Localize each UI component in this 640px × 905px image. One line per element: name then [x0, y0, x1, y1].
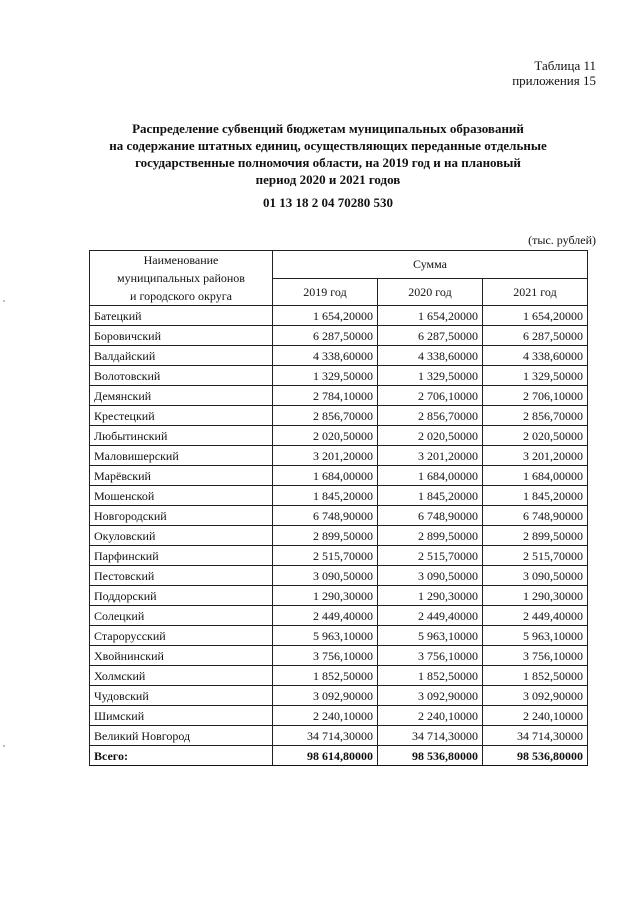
municipality-name: Маловишерский	[90, 446, 273, 466]
municipality-name: Любытинский	[90, 426, 273, 446]
value-2019: 2 515,70000	[273, 546, 378, 566]
subvention-table	[89, 250, 588, 766]
value-2020: 6 748,90000	[378, 506, 483, 526]
value-2021: 2 240,10000	[483, 706, 588, 726]
municipality-name: Солецкий	[90, 606, 273, 626]
table-row	[90, 706, 588, 726]
value-2020: 1 684,00000	[378, 466, 483, 486]
value-2020: 1 845,20000	[378, 486, 483, 506]
value-2020: 6 287,50000	[378, 326, 483, 346]
value-2020: 1 290,30000	[378, 586, 483, 606]
value-2019: 1 684,00000	[273, 466, 378, 486]
municipality-name: Шимский	[90, 706, 273, 726]
document-title	[60, 120, 596, 188]
scan-speck	[3, 745, 5, 747]
value-2019: 1 654,20000	[273, 306, 378, 326]
value-2020: 2 706,10000	[378, 386, 483, 406]
table-number: Таблица 11	[534, 58, 596, 73]
value-2020: 5 963,10000	[378, 626, 483, 646]
value-2020: 2 899,50000	[378, 526, 483, 546]
value-2021: 1 654,20000	[483, 306, 588, 326]
municipality-name: Хвойнинский	[90, 646, 273, 666]
municipality-name: Демянский	[90, 386, 273, 406]
value-2020: 1 654,20000	[378, 306, 483, 326]
value-2021: 3 756,10000	[483, 646, 588, 666]
municipality-name: Поддорский	[90, 586, 273, 606]
units-label: (тыс. рублей)	[528, 233, 596, 247]
value-2020: 4 338,60000	[378, 346, 483, 366]
table-row	[90, 306, 588, 326]
table-row	[90, 406, 588, 426]
table-row	[90, 686, 588, 706]
value-2020: 1 329,50000	[378, 366, 483, 386]
value-2020: 34 714,30000	[378, 726, 483, 746]
value-2021: 3 092,90000	[483, 686, 588, 706]
value-2020: 1 852,50000	[378, 666, 483, 686]
total-2019: 98 614,80000	[273, 746, 378, 766]
value-2021: 4 338,60000	[483, 346, 588, 366]
table-row	[90, 446, 588, 466]
value-2021: 1 845,20000	[483, 486, 588, 506]
value-2021: 2 706,10000	[483, 386, 588, 406]
value-2021: 5 963,10000	[483, 626, 588, 646]
municipality-name: Великий Новгород	[90, 726, 273, 746]
value-2019: 6 748,90000	[273, 506, 378, 526]
value-2021: 2 020,50000	[483, 426, 588, 446]
municipality-name: Мошенской	[90, 486, 273, 506]
value-2020: 3 090,50000	[378, 566, 483, 586]
table-body	[90, 306, 588, 746]
total-2021: 98 536,80000	[483, 746, 588, 766]
value-2021: 3 201,20000	[483, 446, 588, 466]
value-2019: 2 784,10000	[273, 386, 378, 406]
value-2020: 3 092,90000	[378, 686, 483, 706]
value-2019: 2 856,70000	[273, 406, 378, 426]
sum-column-header: Сумма	[273, 251, 588, 279]
value-2021: 2 449,40000	[483, 606, 588, 626]
municipality-name: Батецкий	[90, 306, 273, 326]
value-2019: 34 714,30000	[273, 726, 378, 746]
municipality-name: Окуловский	[90, 526, 273, 546]
municipality-name: Старорусский	[90, 626, 273, 646]
municipality-name: Чудовский	[90, 686, 273, 706]
table-row	[90, 386, 588, 406]
table-row	[90, 346, 588, 366]
value-2019: 3 092,90000	[273, 686, 378, 706]
value-2019: 3 201,20000	[273, 446, 378, 466]
value-2020: 3 201,20000	[378, 446, 483, 466]
title-line-2: на содержание штатных единиц, осуществляющих переданные отдельные	[109, 138, 547, 153]
title-line-3: государственные полномочия области, на 2019 год и на плановый	[135, 155, 521, 170]
value-2021: 1 684,00000	[483, 466, 588, 486]
name-header-line-1: Наименование	[143, 253, 219, 267]
table-row	[90, 646, 588, 666]
table-row	[90, 326, 588, 346]
value-2019: 1 329,50000	[273, 366, 378, 386]
municipality-name: Новгородский	[90, 506, 273, 526]
value-2019: 1 852,50000	[273, 666, 378, 686]
value-2019: 4 338,60000	[273, 346, 378, 366]
table-row	[90, 726, 588, 746]
value-2019: 1 290,30000	[273, 586, 378, 606]
value-2021: 2 856,70000	[483, 406, 588, 426]
value-2020: 2 449,40000	[378, 606, 483, 626]
value-2021: 1 852,50000	[483, 666, 588, 686]
total-label: Всего:	[90, 746, 273, 766]
value-2021: 6 287,50000	[483, 326, 588, 346]
municipality-name: Парфинский	[90, 546, 273, 566]
table-row	[90, 546, 588, 566]
budget-code: 01 13 18 2 04 70280 530	[263, 195, 393, 210]
municipality-name: Валдайский	[90, 346, 273, 366]
value-2019: 2 240,10000	[273, 706, 378, 726]
table-row	[90, 466, 588, 486]
municipality-name: Пестовский	[90, 566, 273, 586]
name-header-line-3: и городского округа	[130, 289, 232, 303]
table-row	[90, 426, 588, 446]
value-2021: 2 515,70000	[483, 546, 588, 566]
value-2020: 2 856,70000	[378, 406, 483, 426]
value-2019: 2 020,50000	[273, 426, 378, 446]
value-2021: 1 329,50000	[483, 366, 588, 386]
value-2021: 3 090,50000	[483, 566, 588, 586]
value-2020: 2 020,50000	[378, 426, 483, 446]
year-2021-header: 2021 год	[483, 278, 588, 306]
table-row	[90, 626, 588, 646]
value-2020: 3 756,10000	[378, 646, 483, 666]
table-row	[90, 666, 588, 686]
title-line-1: Распределение субвенций бюджетам муниципальных образований	[132, 121, 524, 136]
municipality-name: Марёвский	[90, 466, 273, 486]
value-2020: 2 240,10000	[378, 706, 483, 726]
value-2019: 3 756,10000	[273, 646, 378, 666]
name-header-line-2: муниципальных районов	[117, 271, 245, 285]
table-row	[90, 566, 588, 586]
table-row	[90, 366, 588, 386]
year-2019-header: 2019 год	[273, 278, 378, 306]
title-line-4: период 2020 и 2021 годов	[255, 172, 401, 187]
value-2021: 2 899,50000	[483, 526, 588, 546]
value-2021: 6 748,90000	[483, 506, 588, 526]
name-column-header	[90, 251, 273, 306]
scan-speck	[3, 300, 5, 302]
table-row	[90, 526, 588, 546]
total-row	[90, 746, 588, 766]
municipality-name: Волотовский	[90, 366, 273, 386]
value-2020: 2 515,70000	[378, 546, 483, 566]
value-2019: 1 845,20000	[273, 486, 378, 506]
value-2019: 5 963,10000	[273, 626, 378, 646]
appendix-number: приложения 15	[512, 73, 596, 88]
value-2019: 6 287,50000	[273, 326, 378, 346]
table-row	[90, 486, 588, 506]
value-2021: 1 290,30000	[483, 586, 588, 606]
table-row	[90, 506, 588, 526]
table-row	[90, 606, 588, 626]
table-row	[90, 586, 588, 606]
value-2019: 2 449,40000	[273, 606, 378, 626]
year-2020-header: 2020 год	[378, 278, 483, 306]
municipality-name: Холмский	[90, 666, 273, 686]
value-2019: 2 899,50000	[273, 526, 378, 546]
value-2021: 34 714,30000	[483, 726, 588, 746]
total-2020: 98 536,80000	[378, 746, 483, 766]
table-reference	[512, 58, 596, 88]
municipality-name: Боровичский	[90, 326, 273, 346]
municipality-name: Крестецкий	[90, 406, 273, 426]
value-2019: 3 090,50000	[273, 566, 378, 586]
